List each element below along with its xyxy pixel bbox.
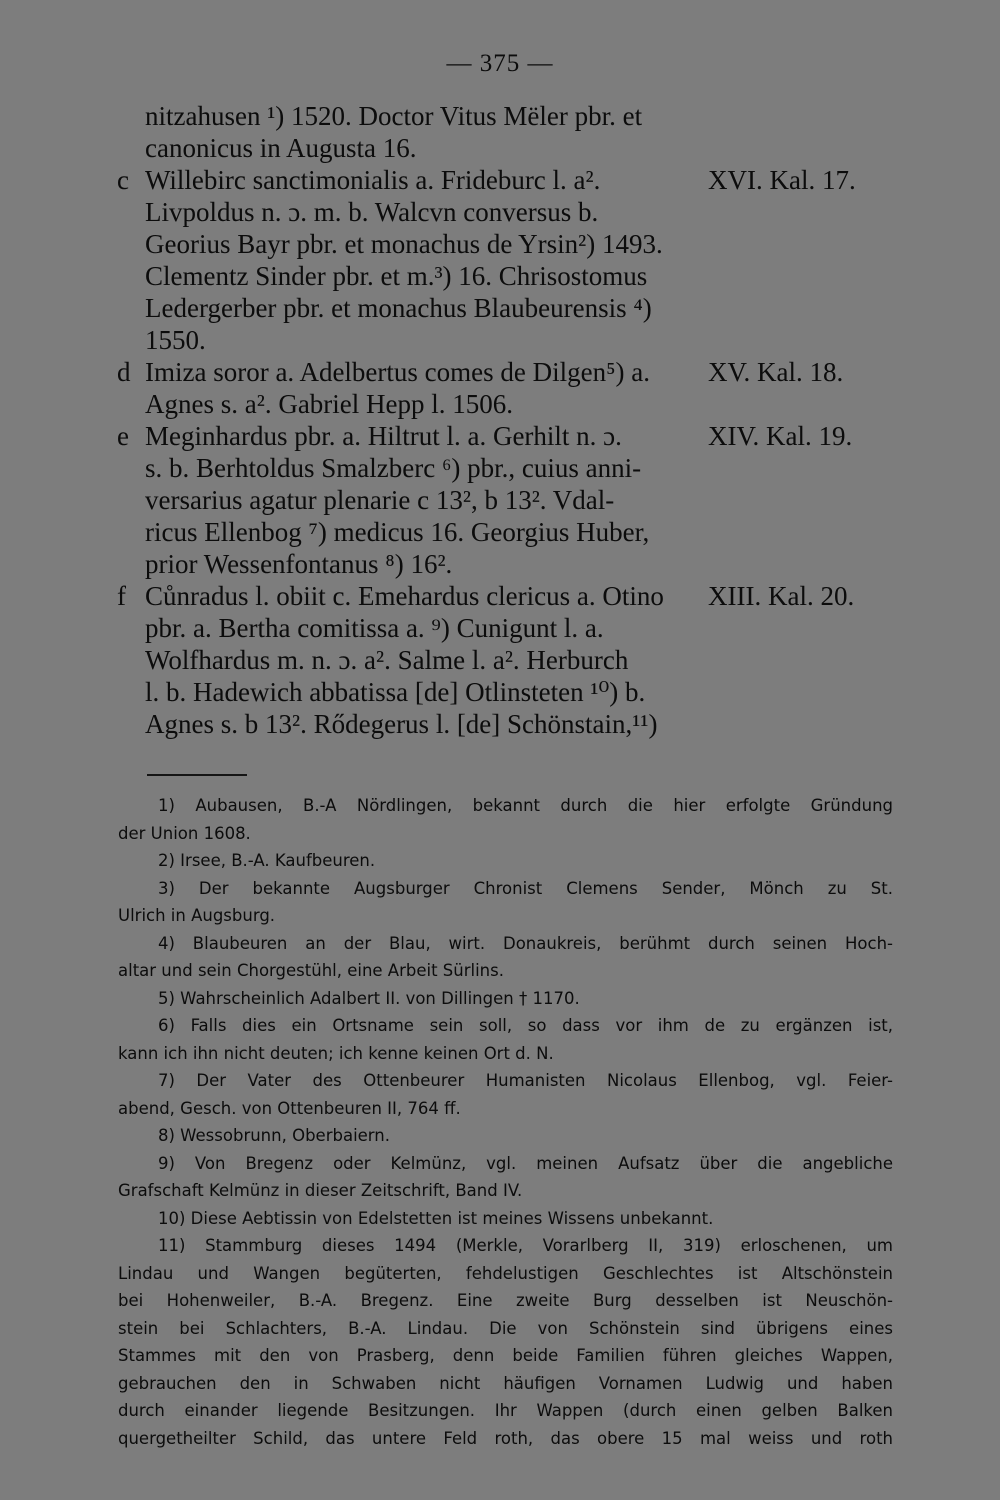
text-line xyxy=(0,324,1000,356)
entry-text: Agnes s. b 13². Rődegerus l. [de] Schönstain,¹¹) xyxy=(145,709,658,739)
text-line xyxy=(0,196,1000,228)
text-line xyxy=(0,228,1000,260)
footnote-line: kann ich ihn nicht deuten; ich kenne keinen Ort d. N. xyxy=(118,1043,554,1063)
calendar-date: XIII. Kal. 20. xyxy=(708,581,855,611)
text-line xyxy=(0,164,1000,196)
footnote-line: 11) Stammburg dieses 1494 (Merkle, Vorarlberg II, 319) erloschenen, um xyxy=(158,1236,893,1255)
entry-text: Georius Bayr pbr. et monachus de Yrsin²) 1493. xyxy=(145,229,663,259)
text-line xyxy=(0,708,1000,740)
footnote-line: Lindau und Wangen begüterten, fehdelustigen Geschlechtes ist Altschönstein xyxy=(118,1263,893,1283)
text-line xyxy=(0,484,1000,516)
calendar-date: XVI. Kal. 17. xyxy=(708,165,856,195)
footnote-line: 2) Irsee, B.-A. Kaufbeuren. xyxy=(158,851,376,870)
calendar-date: XIV. Kal. 19. xyxy=(708,421,853,451)
entry-text: Ledergerber pbr. et monachus Blaubeurensis ⁴) xyxy=(145,293,652,323)
footnote-line: Grafschaft Kelmünz in dieser Zeitschrift, Band IV. xyxy=(118,1181,523,1200)
text-line xyxy=(0,516,1000,548)
calendar-date: XV. Kal. 18. xyxy=(708,357,844,387)
text-line xyxy=(0,420,1000,452)
footnote-line: 7) Der Vater des Ottenbeurer Humanisten Nicolaus Ellenbog, vgl. Feier- xyxy=(158,1071,893,1090)
footnote-line: der Union 1608. xyxy=(118,823,251,843)
footnote-line: abend, Gesch. von Ottenbeuren II, 764 ff. xyxy=(118,1098,461,1118)
text-line xyxy=(0,676,1000,708)
footnote-line: 4) Blaubeuren an der Blau, wirt. Donaukreis, berühmt durch seinen Hoch- xyxy=(158,933,893,953)
footnote-line: 10) Diese Aebtissin von Edelstetten ist meines Wissens unbekannt. xyxy=(158,1208,714,1228)
footnote-line: 5) Wahrscheinlich Adalbert II. von Dillingen † 1170. xyxy=(158,988,580,1008)
footnote-line: 9) Von Bregenz oder Kelmünz, vgl. meinen Aufsatz über die angebliche xyxy=(158,1153,893,1173)
footnote-line: quergetheilter Schild, das untere Feld roth, das obere 15 mal weiss und roth xyxy=(118,1428,893,1448)
footnote-line: altar und sein Chorgestühl, eine Arbeit Sürlins. xyxy=(118,961,504,980)
entry-text: Livpoldus n. ɔ. m. b. Walcvn conversus b. xyxy=(145,197,599,227)
text-line xyxy=(0,452,1000,484)
day-letter: e xyxy=(117,421,129,451)
entry-text: pbr. a. Bertha comitissa a. ⁹) Cunigunt l. a. xyxy=(145,613,604,643)
entry-text: canonicus in Augusta 16. xyxy=(145,133,417,163)
day-letter: f xyxy=(117,581,126,611)
footnotes xyxy=(118,792,893,1452)
entry-text: Cůnradus l. obiit c. Emehardus clericus a. Otino xyxy=(145,581,664,611)
text-line xyxy=(0,388,1000,420)
footnote-line: bei Hohenweiler, B.-A. Bregenz. Eine zweite Burg desselben ist Neuschön- xyxy=(118,1291,893,1310)
text-line xyxy=(0,612,1000,644)
page-number: — 375 — xyxy=(446,50,554,77)
entry-text: 1550. xyxy=(145,325,206,355)
entry-text: Imiza soror a. Adelbertus comes de Dilgen⁵) a. xyxy=(145,357,650,387)
text-line xyxy=(0,580,1000,612)
entry-text: Agnes s. a². Gabriel Hepp l. 1506. xyxy=(145,389,514,419)
entry-text: Willebirc sanctimonialis a. Frideburc l. a². xyxy=(145,165,601,195)
text-line xyxy=(0,100,1000,132)
footnote-line: 8) Wessobrunn, Oberbaiern. xyxy=(158,1126,390,1145)
day-letter: c xyxy=(117,165,129,195)
footnote-separator xyxy=(147,774,247,776)
entry-text: s. b. Berhtoldus Smalzberc ⁶) pbr., cuius anni- xyxy=(145,453,642,483)
footnote-line: 1) Aubausen, B.-A Nördlingen, bekannt durch die hier erfolgte Gründung xyxy=(158,796,893,815)
entry-text: versarius agatur plenarie c 13², b 13². Vdal- xyxy=(145,485,615,515)
entry-text: prior Wessenfontanus ⁸) 16². xyxy=(145,549,453,579)
footnote-line: durch einander liegende Besitzungen. Ihr Wappen (durch einen gelben Balken xyxy=(118,1401,893,1420)
text-line xyxy=(0,132,1000,164)
text-line xyxy=(0,644,1000,676)
day-letter: d xyxy=(117,357,131,387)
footnote-line: 6) Falls dies ein Ortsname sein soll, so dass vor ihm de zu ergänzen ist, xyxy=(158,1016,893,1035)
footnote-line: gebrauchen den in Schwaben nicht häufigen Vornamen Ludwig und haben xyxy=(118,1373,893,1393)
text-line xyxy=(0,292,1000,324)
entry-text: l. b. Hadewich abbatissa [de] Otlinsteten ¹⁰) b. xyxy=(145,677,646,707)
footnote-line: stein bei Schlachters, B.-A. Lindau. Die von Schönstein sind übrigens eines xyxy=(118,1318,893,1338)
entry-text: Wolfhardus m. n. ɔ. a². Salme l. a². Herburch xyxy=(145,645,629,675)
text-line xyxy=(0,356,1000,388)
footnote-line: Stammes mit den von Prasberg, denn beide Familien führen gleiches Wappen, xyxy=(118,1346,893,1365)
footnote-line: 3) Der bekannte Augsburger Chronist Clemens Sender, Mönch zu St. xyxy=(158,878,893,898)
entry-text: Clementz Sinder pbr. et m.³) 16. Chrisostomus xyxy=(145,261,648,291)
footnote-line: Ulrich in Augsburg. xyxy=(118,906,276,925)
entry-text: ricus Ellenbog ⁷) medicus 16. Georgius Huber, xyxy=(145,517,650,547)
text-line xyxy=(0,548,1000,580)
entry-text: nitzahusen ¹) 1520. Doctor Vitus Mëler pbr. et xyxy=(145,101,643,131)
text-line xyxy=(0,260,1000,292)
main-text xyxy=(0,100,1000,740)
entry-text: Meginhardus pbr. a. Hiltrut l. a. Gerhilt n. ɔ. xyxy=(145,421,622,451)
